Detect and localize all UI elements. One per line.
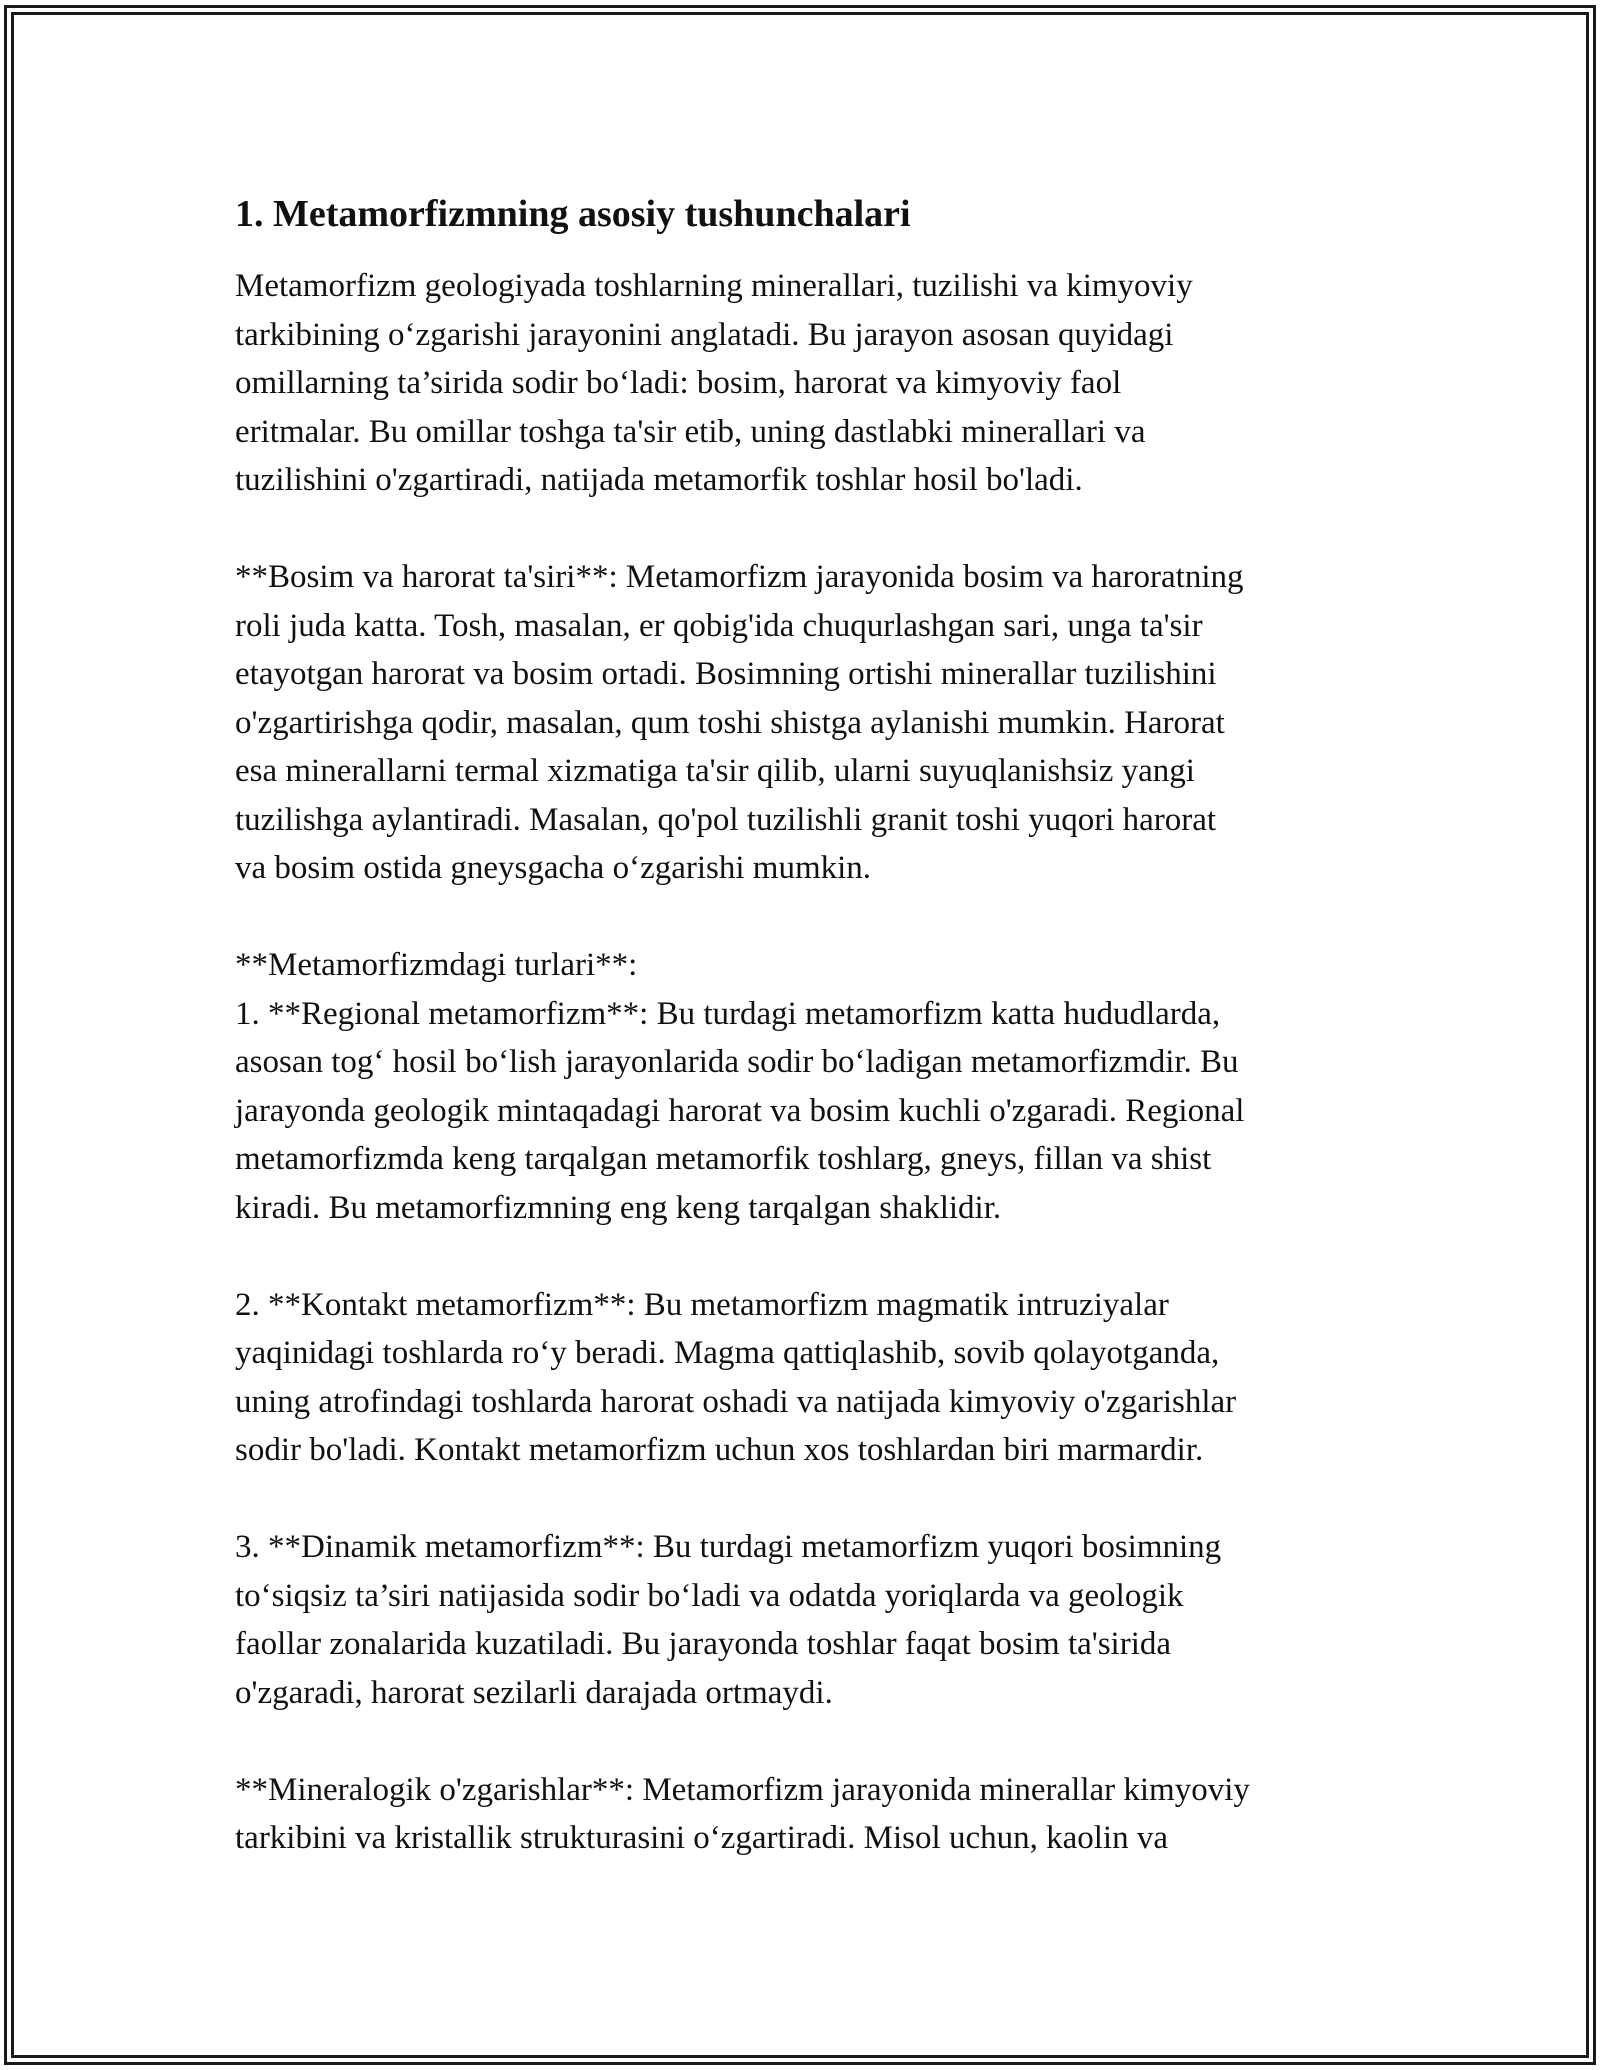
paragraph-regional-metamorfizm: **Metamorfizmdagi turlari**: 1. **Regional metamorfizm**: Bu turdagi metamorfizm katta hududlarda, asosan tog‘ hosil bo‘lish jarayonlarida sodir bo‘ladigan metamorfizmdir. Bu jarayonda geologik mintaqadagi harorat va bosim kuchli o'zgaradi. Regional metamorfizmda keng tarqalgan metamorfik toshlarg, gneys, fillan va shist kiradi. Bu metamorfizmning eng keng tarqalgan shaklidir.	[235, 947, 1245, 1226]
paragraph-mineralogik-ozgarishlar: **Mineralogik o'zgarishlar**: Metamorfizm jarayonida minerallar kimyoviy tarkibini va kristallik strukturasini o‘zgartiradi. Misol uchun, kaolin va	[235, 1771, 1250, 1856]
section-heading: 1. Metamorfizmning asosiy tushunchalari	[235, 193, 911, 235]
paragraph-gap	[235, 1475, 1375, 1524]
paragraph-bosim-harorat: **Bosim va harorat ta'siri**: Metamorfizm jarayonida bosim va haroratning roli juda katta. Tosh, masalan, er qobig'ida chuqurlashgan sari, unga ta'sir etayotgan harorat va bosim ortadi. Bosimning ortishi minerallar tuzilishini o'zgartirishga qodir, masalan, qum toshi shistga aylanishi mumkin. Harorat esa minerallarni termal xizmatiga ta'sir qilib, ularni suyuqlanishsiz yangi tuzilishga aylantiradi. Masalan, qo'pol tuzilishli granit toshi yuqori harorat va bosim ostida gneysgacha o‘zgarishi mumkin.	[235, 559, 1244, 886]
paragraph-kontakt-metamorfizm: 2. **Kontakt metamorfizm**: Bu metamorfizm magmatik intruziyalar yaqinidagi toshlarda ro‘y beradi. Magma qattiqlashib, sovib qolayotganda, uning atrofindagi toshlarda harorat oshadi va natijada kimyoviy o'zgarishlar sodir bo'ladi. Kontakt metamorfizm uchun xos toshlardan biri marmardir.	[235, 1286, 1237, 1468]
paragraph-dinamik-metamorfizm: 3. **Dinamik metamorfizm**: Bu turdagi metamorfizm yuqori bosimning to‘siqsiz ta’siri natijasida sodir bo‘ladi va odatda yoriqlarda va geologik faollar zonalarida kuzatiladi. Bu jarayonda toshlar faqat bosim ta'sirida o'zgaradi, harorat sezilarli darajada ortmaydi.	[235, 1529, 1222, 1711]
paragraph-gap	[235, 893, 1375, 942]
document-body	[235, 190, 1375, 1863]
paragraph-gap	[235, 1717, 1375, 1766]
paragraph-gap	[235, 1232, 1375, 1281]
paragraph-metamorfizm-intro: Metamorfizm geologiyada toshlarning minerallari, tuzilishi va kimyoviy tarkibining o‘zgarishi jarayonini anglatadi. Bu jarayon asosan quyidagi omillarning ta’sirida sodir bo‘ladi: bosim, harorat va kimyoviy faol eritmalar. Bu omillar toshga ta'sir etib, uning dastlabki minerallari va tuzilishini o'zgartiradi, natijada metamorfik toshlar hosil bo'ladi.	[235, 268, 1193, 498]
paragraph-gap	[235, 505, 1375, 554]
